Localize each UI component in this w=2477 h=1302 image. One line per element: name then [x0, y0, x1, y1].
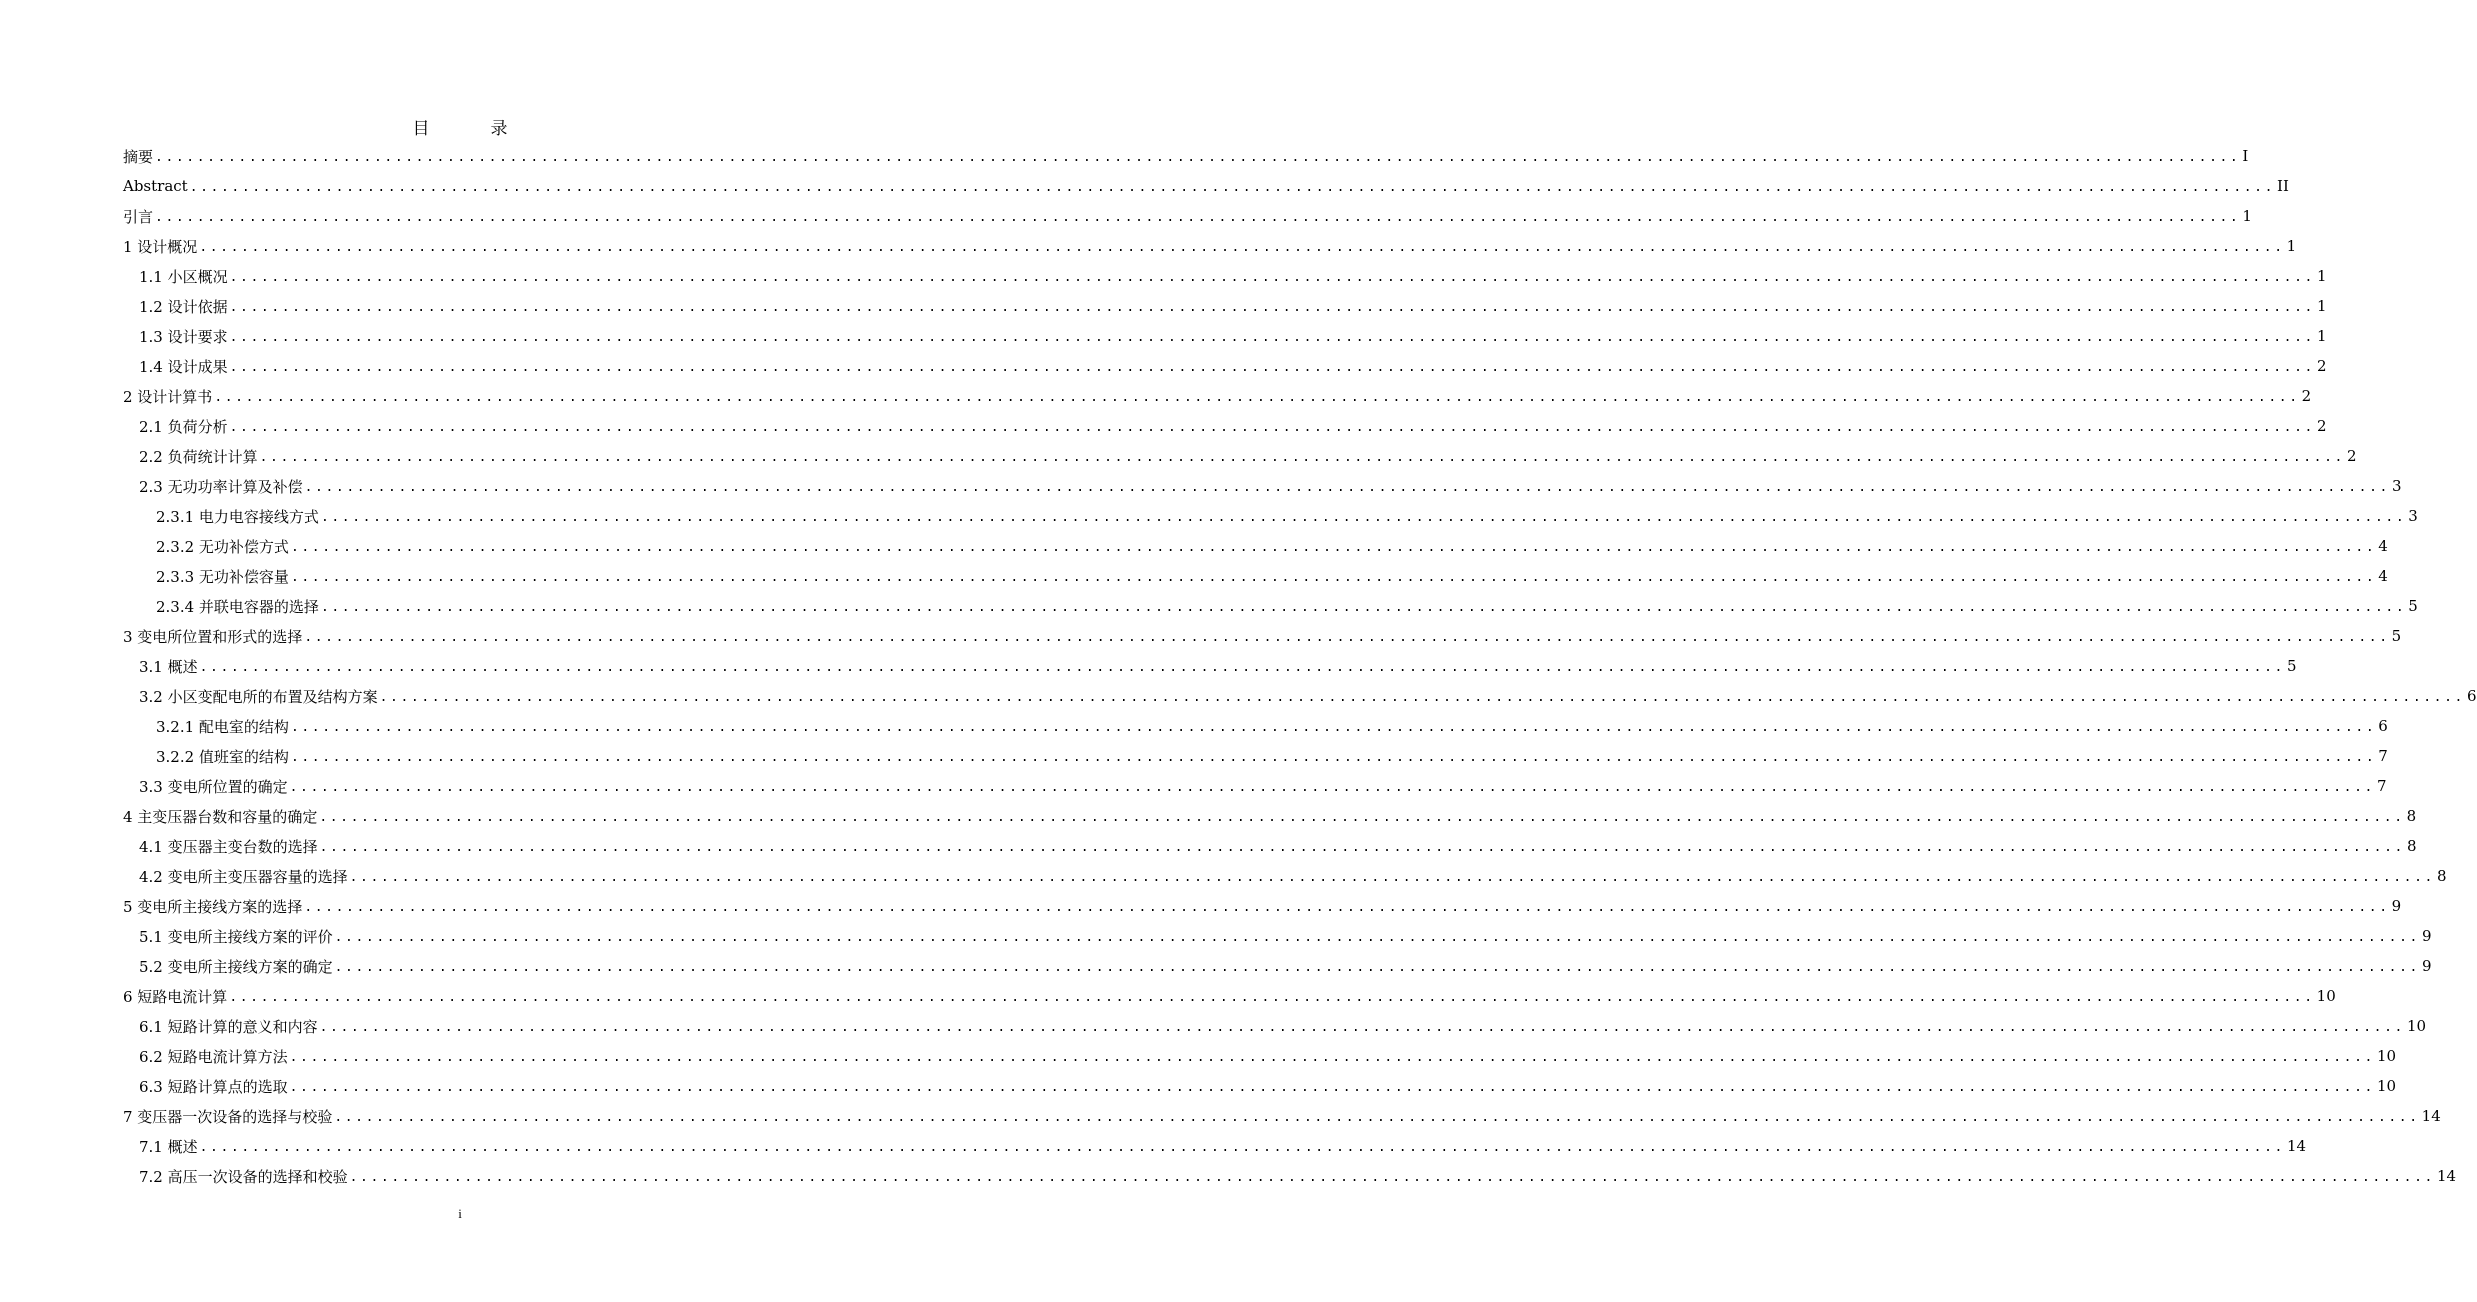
toc-entry-label: 1.1 小区概况: [139, 267, 228, 286]
toc-entry-label: 5.1 变电所主接线方案的评价: [139, 927, 333, 946]
toc-entry-page: 1: [2316, 327, 2327, 345]
toc-entry-page: 10: [2406, 1017, 2427, 1035]
dot-leader: ........................................................................................................................................................................................................: [319, 1019, 2405, 1035]
toc-entry[interactable]: [123, 261, 2327, 291]
toc-entry-page: 3: [2391, 477, 2402, 495]
dot-leader: ........................................................................................................................................................................................................: [319, 809, 2405, 825]
dot-leader: ........................................................................................................................................................................................................: [290, 749, 2377, 765]
toc-entry-label: 2 设计计算书: [123, 387, 213, 406]
toc-entry[interactable]: [123, 321, 2327, 351]
toc-entry-label: 4.2 变电所主变压器容量的选择: [139, 867, 348, 886]
toc-entry-page: 5: [2286, 657, 2297, 675]
dot-leader: ........................................................................................................................................................................................................: [290, 539, 2377, 555]
toc-entry-label: 7.2 高压一次设备的选择和校验: [139, 1167, 348, 1186]
toc-entry-page: 9: [2421, 957, 2432, 975]
toc-entry-label: 4 主变压器台数和容量的确定: [123, 807, 318, 826]
dot-leader: ........................................................................................................................................................................................................: [290, 569, 2377, 585]
toc-entry[interactable]: [123, 921, 2432, 951]
toc-entry-label: 6.1 短路计算的意义和内容: [139, 1017, 318, 1036]
toc-entry-page: 10: [2376, 1047, 2397, 1065]
toc-entry-page: 14: [2421, 1107, 2441, 1125]
dot-leader: ........................................................................................................................................................................................................: [229, 299, 2315, 315]
toc-entry[interactable]: [123, 471, 2402, 501]
toc-entry-label: 6 短路电流计算: [123, 987, 228, 1006]
toc-entry-label: 7 变压器一次设备的选择与校验: [123, 1107, 333, 1126]
toc-entry[interactable]: [123, 801, 2417, 831]
toc-entry-page: 2: [2346, 447, 2357, 465]
dot-leader: ........................................................................................................................................................................................................: [349, 869, 2435, 885]
toc-entry-page: 4: [2378, 567, 2388, 585]
toc-entry-page: 2: [2316, 417, 2327, 435]
toc-entry-label: 2.1 负荷分析: [139, 417, 228, 436]
toc-entry[interactable]: [123, 681, 2477, 711]
dot-leader: ........................................................................................................................................................................................................: [290, 719, 2377, 735]
toc-entry-page: 6: [2466, 687, 2477, 705]
toc-entry[interactable]: [123, 381, 2312, 411]
toc-entry[interactable]: [123, 201, 2252, 231]
toc-entry-page: 6: [2378, 717, 2388, 735]
toc-entry-page: II: [2277, 177, 2289, 195]
dot-leader: ........................................................................................................................................................................................................: [319, 839, 2405, 855]
dot-leader: ........................................................................................................................................................................................................: [229, 989, 2315, 1005]
dot-leader: ........................................................................................................................................................................................................: [334, 929, 2420, 945]
toc-entry[interactable]: [123, 171, 2289, 201]
dot-leader: ........................................................................................................................................................................................................: [289, 1079, 2375, 1095]
toc-entry-label: 1.3 设计要求: [139, 327, 228, 346]
dot-leader: ........................................................................................................................................................................................................: [304, 479, 2390, 495]
toc-entry-label: 2.3.1 电力电容接线方式: [156, 507, 319, 526]
toc-entry-page: I: [2242, 147, 2249, 165]
toc-title: 目 录: [412, 119, 530, 139]
toc-entry-label: 2.3 无功功率计算及补偿: [139, 477, 303, 496]
toc-entry-label: 4.1 变压器主变台数的选择: [139, 837, 318, 856]
toc-entry[interactable]: [123, 651, 2297, 681]
dot-leader: ........................................................................................................................................................................................................: [289, 1049, 2375, 1065]
toc-entry[interactable]: [123, 711, 2388, 741]
toc-entry-label: 引言: [123, 207, 154, 226]
toc-entry[interactable]: [123, 501, 2418, 531]
toc-entry-page: 9: [2391, 897, 2402, 915]
toc-entry-label: 3.1 概述: [139, 657, 198, 676]
toc-entry-label: 3.2.1 配电室的结构: [156, 717, 289, 736]
toc-entry[interactable]: [123, 981, 2336, 1011]
toc-entry-label: 3.2.2 值班室的结构: [156, 747, 289, 766]
toc-entry-page: 10: [2376, 1077, 2397, 1095]
toc-entry[interactable]: [123, 1131, 2307, 1161]
toc-entry[interactable]: [123, 861, 2447, 891]
toc-entry-page: 4: [2378, 537, 2388, 555]
dot-leader: ........................................................................................................................................................................................................: [155, 149, 2241, 165]
toc-entry-page: 7: [2378, 747, 2388, 765]
toc-entry-label: Abstract: [123, 177, 188, 195]
toc-entry[interactable]: [123, 621, 2402, 651]
toc-entry-label: 3.3 变电所位置的确定: [139, 777, 288, 796]
toc-entry[interactable]: [123, 1011, 2427, 1041]
toc-entry[interactable]: [123, 1041, 2397, 1071]
dot-leader: ........................................................................................................................................................................................................: [199, 1139, 2285, 1155]
dot-leader: ........................................................................................................................................................................................................: [259, 449, 2345, 465]
toc-entry[interactable]: [123, 951, 2432, 981]
toc-entry-page: 9: [2421, 927, 2432, 945]
toc-entry-label: 1.4 设计成果: [139, 357, 228, 376]
toc-entry-label: 6.2 短路电流计算方法: [139, 1047, 288, 1066]
dot-leader: ........................................................................................................................................................................................................: [334, 959, 2420, 975]
dot-leader: ........................................................................................................................................................................................................: [229, 269, 2315, 285]
toc-entry-page: 1: [2242, 207, 2252, 225]
toc-entry[interactable]: [123, 441, 2357, 471]
toc-entry[interactable]: [123, 831, 2417, 861]
table-of-contents: [123, 141, 2477, 1191]
toc-entry-label: 摘要: [123, 147, 154, 166]
toc-entry[interactable]: [123, 231, 2297, 261]
dot-leader: ........................................................................................................................................................................................................: [214, 389, 2300, 405]
toc-entry-label: 2.3.4 并联电容器的选择: [156, 597, 319, 616]
toc-entry-page: 10: [2316, 987, 2336, 1005]
toc-entry-label: 3 变电所位置和形式的选择: [123, 627, 303, 646]
dot-leader: ........................................................................................................................................................................................................: [155, 209, 2241, 225]
dot-leader: ........................................................................................................................................................................................................: [229, 359, 2315, 375]
toc-entry-page: 3: [2408, 507, 2418, 525]
toc-entry[interactable]: [123, 771, 2387, 801]
dot-leader: ........................................................................................................................................................................................................: [289, 779, 2375, 795]
page-number: i: [458, 1206, 462, 1221]
toc-entry-label: 5 变电所主接线方案的选择: [123, 897, 303, 916]
toc-entry-page: 5: [2408, 597, 2418, 615]
toc-entry[interactable]: [123, 891, 2402, 921]
dot-leader: ........................................................................................................................................................................................................: [229, 329, 2315, 345]
toc-entry[interactable]: [123, 591, 2418, 621]
toc-entry[interactable]: [123, 561, 2388, 591]
toc-entry[interactable]: [123, 741, 2388, 771]
dot-leader: ........................................................................................................................................................................................................: [334, 1109, 2420, 1125]
toc-entry-label: 2.2 负荷统计计算: [139, 447, 258, 466]
toc-entry[interactable]: [123, 1071, 2397, 1101]
toc-entry-page: 2: [2316, 357, 2327, 375]
toc-entry-label: 1 设计概况: [123, 237, 198, 256]
toc-entry-page: 1: [2316, 297, 2327, 315]
toc-entry[interactable]: [123, 1101, 2441, 1131]
toc-entry-page: 5: [2391, 627, 2402, 645]
dot-leader: ........................................................................................................................................................................................................: [304, 629, 2390, 645]
toc-entry-page: 8: [2406, 837, 2417, 855]
dot-leader: ........................................................................................................................................................................................................: [199, 659, 2285, 675]
toc-entry-label: 6.3 短路计算点的选取: [139, 1077, 288, 1096]
toc-entry-label: 7.1 概述: [139, 1137, 198, 1156]
toc-entry-page: 8: [2406, 807, 2417, 825]
toc-entry-label: 1.2 设计依据: [139, 297, 228, 316]
toc-entry[interactable]: [123, 411, 2327, 441]
toc-entry-label: 3.2 小区变配电所的布置及结构方案: [139, 687, 378, 706]
toc-entry-page: 14: [2436, 1167, 2457, 1185]
dot-leader: ........................................................................................................................................................................................................: [229, 419, 2315, 435]
toc-entry-label: 2.3.2 无功补偿方式: [156, 537, 289, 556]
dot-leader: ........................................................................................................................................................................................................: [199, 239, 2285, 255]
toc-entry-page: 1: [2316, 267, 2327, 285]
toc-entry[interactable]: [123, 141, 2249, 171]
toc-entry[interactable]: [123, 291, 2327, 321]
toc-entry-page: 7: [2376, 777, 2387, 795]
dot-leader: ........................................................................................................................................................................................................: [349, 1169, 2435, 1185]
toc-entry[interactable]: [123, 1161, 2457, 1191]
dot-leader: ........................................................................................................................................................................................................: [320, 599, 2407, 615]
dot-leader: ........................................................................................................................................................................................................: [189, 179, 2276, 195]
toc-entry-page: 1: [2286, 237, 2297, 255]
toc-entry[interactable]: [123, 351, 2327, 381]
toc-entry[interactable]: [123, 531, 2388, 561]
dot-leader: ........................................................................................................................................................................................................: [320, 509, 2407, 525]
toc-entry-page: 14: [2286, 1137, 2307, 1155]
toc-entry-page: 2: [2301, 387, 2312, 405]
toc-entry-label: 5.2 变电所主接线方案的确定: [139, 957, 333, 976]
toc-entry-label: 2.3.3 无功补偿容量: [156, 567, 289, 586]
dot-leader: ........................................................................................................................................................................................................: [379, 689, 2465, 705]
toc-entry-page: 8: [2436, 867, 2447, 885]
dot-leader: ........................................................................................................................................................................................................: [304, 899, 2390, 915]
